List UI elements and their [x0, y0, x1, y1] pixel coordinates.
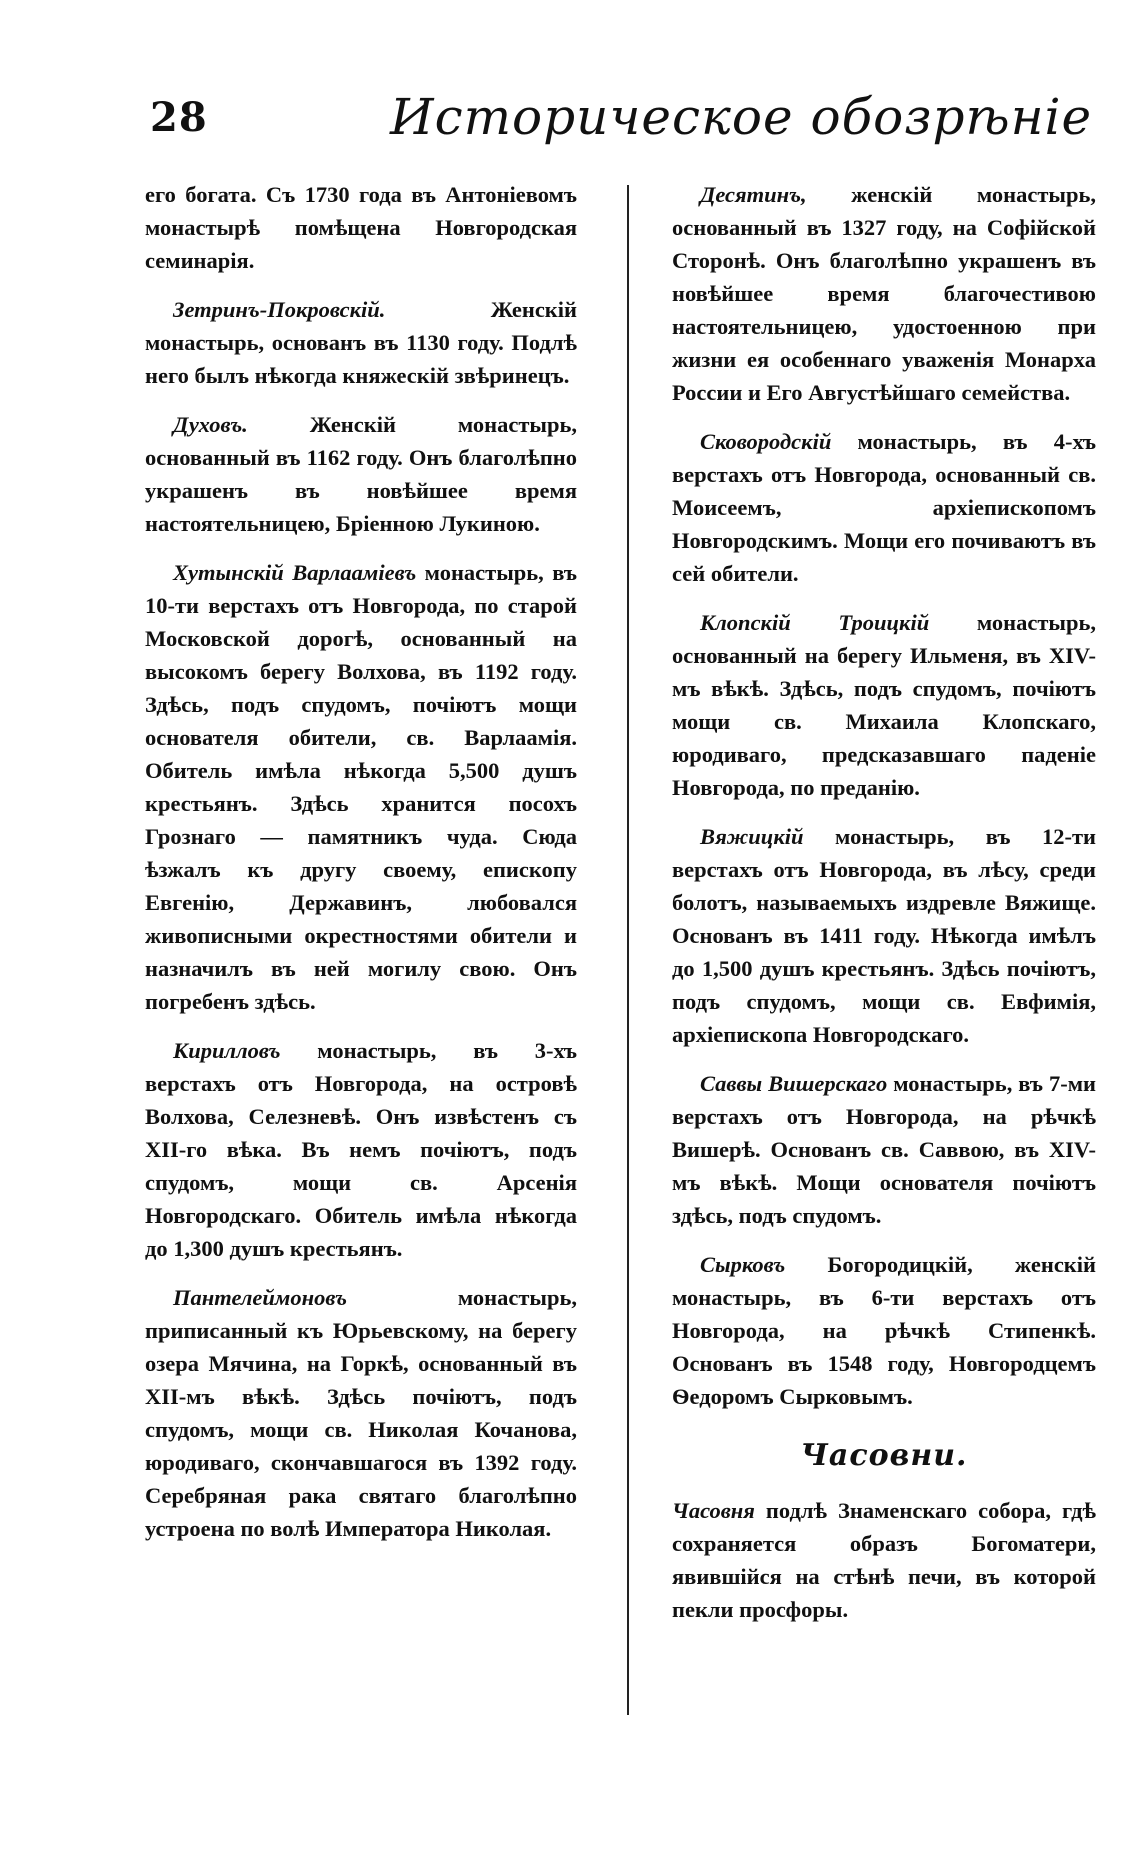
entry-text: монастырь, въ 4-хъ верстахъ отъ Новгорода, основанный св. Моисеемъ, архіепископомъ Новгородскимъ. Мощи его почиваютъ въ сей обители. [672, 429, 1096, 586]
entry-name: Хутынскій Варлаамiевъ [173, 560, 417, 585]
entry [145, 556, 577, 1018]
entry-name: Часовня [672, 1498, 755, 1523]
left-column [145, 178, 577, 1561]
right-column [672, 178, 1096, 1642]
entry [672, 1067, 1096, 1232]
entry-text: монастырь, въ 12-ти верстахъ отъ Новгорода, въ лѣсу, среди болотъ, называемыхъ издревле Вяжище. Основанъ въ 1411 году. Нѣкогда имѣлъ до 1,500 душъ крестьянъ. Здѣсь почіютъ, подъ спудомъ, мощи св. Евфимія, архіепископа Новгородскаго. [672, 824, 1096, 1047]
entry: его богата. Съ 1730 года въ Антоніевомъ монастырѣ помѣщена Новгородская семинарія. [145, 182, 577, 273]
entry-text: монастырь, приписанный къ Юрьевскому, на берегу озера Мячина, на Горкѣ, основанный въ XII-мъ вѣкѣ. Здѣсь почіютъ, подъ спудомъ, мощи св. Николая Кочанова, юродиваго, скончавшагося въ 1392 году. Серебряная рака святаго благолѣпно устроена по волѣ Императора Николая. [145, 1285, 577, 1541]
entry-name: Кирилловъ [173, 1038, 281, 1063]
section-heading: Часовни. [800, 1438, 968, 1473]
page-header [150, 88, 1093, 158]
entry-text: Женскій монастырь, основанный въ 1162 году. Онъ благолѣпно украшенъ въ новѣйшее время настоятельницею, Бріенною Лукиною. [145, 412, 577, 536]
entry [672, 1494, 1096, 1626]
entry [672, 178, 1096, 409]
entry [145, 293, 577, 392]
entry [145, 408, 577, 540]
entry-text: монастырь, въ 10-ти верстахъ отъ Новгорода, по старой Московской дорогѣ, основанный на высокомъ берегу Волхова, въ 1192 году. Здѣсь, подъ спудомъ, почіютъ мощи основателя обители, св. Варлаамія. Обитель имѣла нѣкогда 5,500 душъ крестьянъ. Здѣсь хранится посохъ Грознаго — памятникъ чуда. Сюда ѣзжалъ къ другу своему, епископу Евгенію, Державинъ, любовался живописными окрестностями обители и назначилъ въ ней могилу свою. Онъ погребенъ здѣсь. [145, 560, 577, 1014]
running-title: Историческое обозрѣніе [390, 88, 1093, 146]
entry [145, 1034, 577, 1265]
entry-name: Зетринъ-Покровскій. [173, 297, 386, 322]
entry-name: Десятинъ, [700, 182, 807, 207]
entry-text: монастырь, основанный на берегу Ильменя, въ XIV-мъ вѣкѣ. Здѣсь, подъ спудомъ, почіютъ мощи св. Михаила Клопскаго, юродиваго, предсказавшаго паденіе Новгорода, по преданію. [672, 610, 1096, 800]
entry [672, 606, 1096, 804]
page-number: 28 [150, 94, 208, 141]
entry-name: Духовъ. [173, 412, 248, 437]
entry-name: Сырковъ [700, 1252, 786, 1277]
entry-text: монастырь, въ 7-ми верстахъ отъ Новгорода, на рѣчкѣ Вишерѣ. Основанъ св. Саввою, въ XIV-мъ вѣкѣ. Мощи основателя почіютъ здѣсь, подъ спудомъ. [672, 1071, 1096, 1228]
entry [672, 820, 1096, 1051]
entry-name: Клопскій Троицкій [700, 610, 930, 635]
entry-text: Богородицкій, женскій монастырь, въ 6-ти верстахъ отъ Новгорода, на рѣчкѣ Стипенкѣ. Основанъ въ 1548 году, Новгородцемъ Ѳедоромъ Сырковымъ. [672, 1252, 1096, 1409]
entry-name: Саввы Вишерскаго [700, 1071, 888, 1096]
entry-name: Сковородскій [700, 429, 832, 454]
entry-text: Женскій монастырь, основанъ въ 1130 году. Подлѣ него былъ нѣкогда княжескій звѣринецъ. [145, 297, 577, 388]
entry [145, 1281, 577, 1545]
entry-name: Вяжицкій [700, 824, 804, 849]
entry [672, 425, 1096, 590]
entry-text: женскій монастырь, основанный въ 1327 году, на Софійской Сторонѣ. Онъ благолѣпно украшенъ въ новѣйшее время благочестивою настоятельницею, удостоенною при жизни ея особеннаго уваженія Монарха России и Его Августѣйшаго семейства. [672, 182, 1096, 405]
entry-text: монастырь, въ 3-хъ верстахъ отъ Новгорода, на островѣ Волхова, Селезневѣ. Онъ извѣстенъ съ XII-го вѣка. Въ немъ почіютъ, подъ спудомъ, мощи св. Арсенія Новгородскаго. Обитель имѣла нѣкогда до 1,300 душъ крестьянъ. [145, 1038, 577, 1261]
entry-text: подлѣ Знаменскаго собора, гдѣ сохраняется образъ Богоматери, явившійся на стѣнѣ печи, въ которой пекли просфоры. [672, 1498, 1096, 1622]
entry [672, 1248, 1096, 1413]
entry-name: Пантелеймоновъ [173, 1285, 347, 1310]
column-divider [627, 185, 629, 1715]
